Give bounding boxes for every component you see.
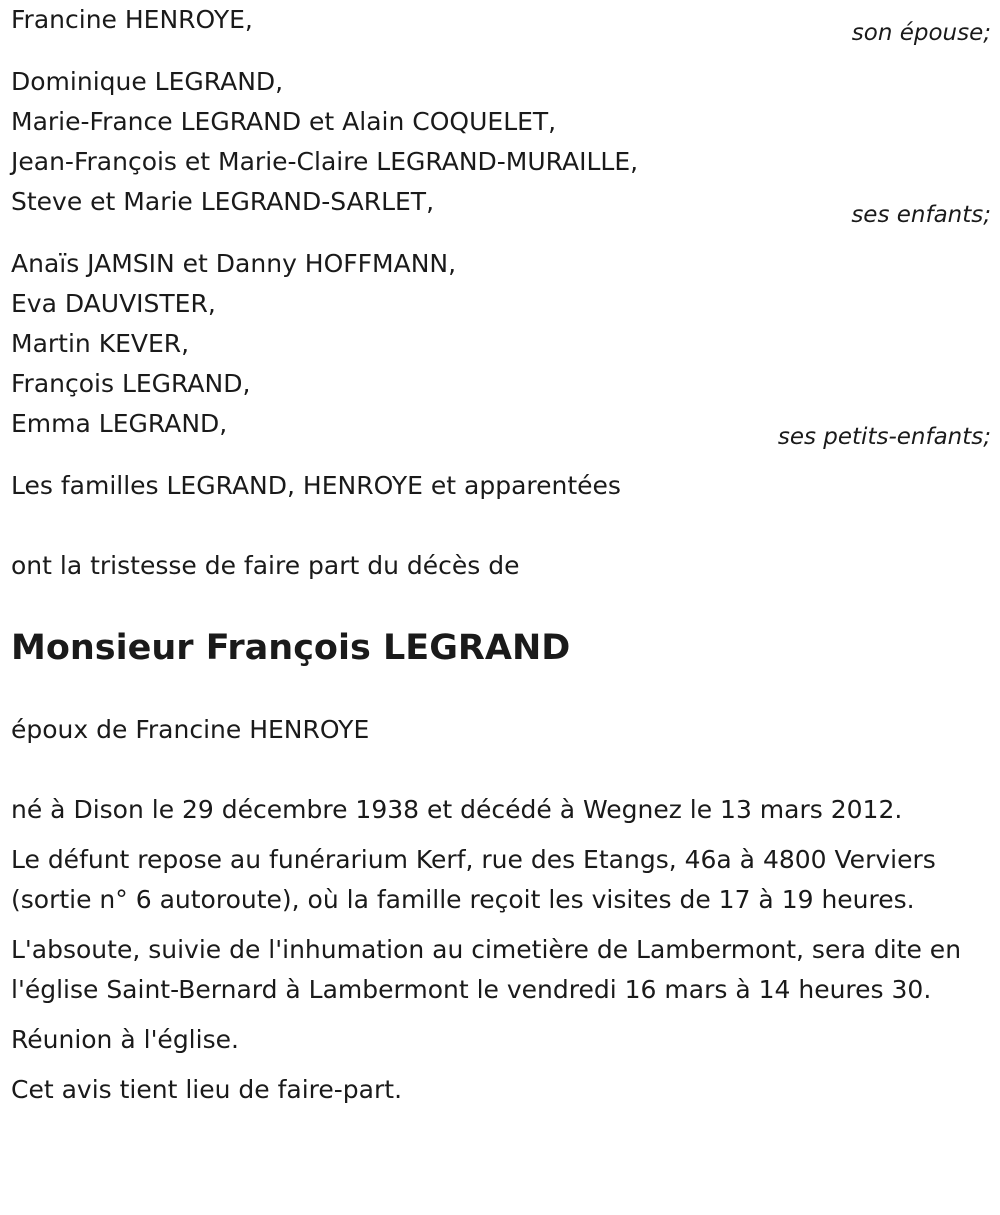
grandchild-name: Eva DAUVISTER, bbox=[11, 289, 216, 318]
spouse-of-line: époux de Francine HENROYE bbox=[11, 715, 370, 744]
obituary-notice bbox=[11, 0, 991, 1120]
grandchildren-role: ses petits-enfants; bbox=[777, 424, 991, 450]
grandchild-name: Emma LEGRAND, bbox=[11, 409, 228, 438]
child-name: Dominique LEGRAND, bbox=[11, 67, 284, 96]
grandchild-name: Anaïs JAMSIN et Danny HOFFMANN, bbox=[11, 249, 457, 278]
birth-death-paragraph: né à Dison le 29 décembre 1938 et décédé à Wegnez le 13 mars 2012. bbox=[11, 795, 903, 824]
families-line: Les familles LEGRAND, HENROYE et apparentées bbox=[11, 471, 621, 500]
grandchild-name: François LEGRAND, bbox=[11, 369, 251, 398]
notice-paragraph: Cet avis tient lieu de faire-part. bbox=[11, 1075, 403, 1104]
meeting-paragraph: Réunion à l'église. bbox=[11, 1025, 239, 1054]
spouse-role: son épouse; bbox=[851, 20, 991, 46]
deceased-name: Monsieur François LEGRAND bbox=[11, 628, 571, 668]
spouse-name: Francine HENROYE, bbox=[11, 5, 253, 34]
grandchild-name: Martin KEVER, bbox=[11, 329, 190, 358]
announcement-line: ont la tristesse de faire part du décès de bbox=[11, 551, 520, 580]
funerarium-paragraph: Le défunt repose au funérarium Kerf, rue des Etangs, 46a à 4800 Verviers (sortie n° 6 autoroute), où la famille reçoit les visites de 17 à 19 heures. bbox=[11, 845, 936, 914]
ceremony-paragraph: L'absoute, suivie de l'inhumation au cimetière de Lambermont, sera dite en l'église Saint-Bernard à Lambermont le vendredi 16 mars à 14 heures 30. bbox=[11, 935, 962, 1004]
child-name: Marie-France LEGRAND et Alain COQUELET, bbox=[11, 107, 557, 136]
child-name: Steve et Marie LEGRAND-SARLET, bbox=[11, 187, 435, 216]
child-name: Jean-François et Marie-Claire LEGRAND-MURAILLE, bbox=[11, 147, 639, 176]
children-role: ses enfants; bbox=[851, 202, 991, 228]
